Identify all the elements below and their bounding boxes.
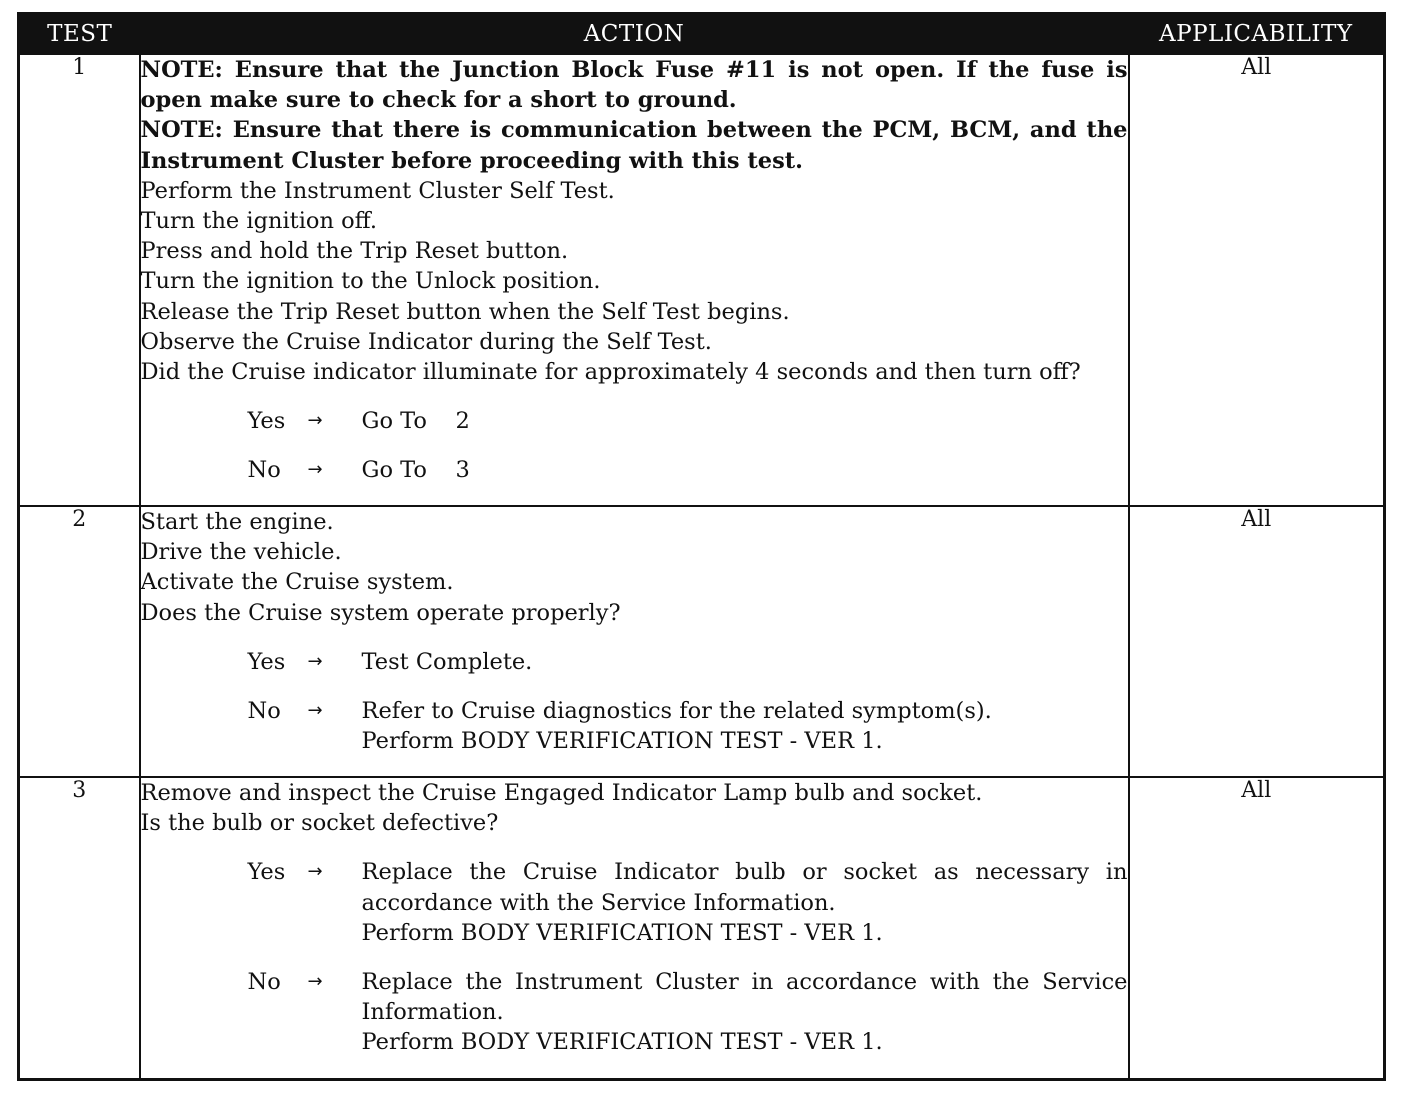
result-line: Replace the Cruise Indicator bulb or socket as necessary in accordance with the Service Information. [361, 859, 1128, 916]
test-number: 3 [19, 777, 140, 1080]
result-label: No [247, 698, 281, 725]
result-label: No [247, 457, 281, 484]
result-yes [141, 857, 1128, 948]
test-row-2 [19, 506, 1385, 777]
step: Perform the Instrument Cluster Self Test. [140, 177, 615, 204]
note: NOTE: Ensure that the Junction Block Fuse #11 is not open. If the fuse is open make sure to check for a short to ground. [140, 57, 1128, 114]
step: Turn the ignition off. [140, 208, 377, 235]
step: Drive the vehicle. [140, 539, 342, 566]
arrow-icon: → [307, 650, 323, 672]
result-text [362, 696, 1128, 756]
step: Does the Cruise system operate properly? [140, 599, 621, 626]
result-goto[interactable] [362, 455, 1128, 485]
step: Is the bulb or socket defective? [140, 810, 499, 837]
step: Remove and inspect the Cruise Engaged Indicator Lamp bulb and socket. [140, 780, 983, 806]
test-row-1 [19, 54, 1385, 506]
applicability-value: All [1129, 777, 1385, 1080]
result-text [362, 647, 1128, 677]
step: Release the Trip Reset button when the Self Test begins. [140, 298, 790, 325]
result-line: Test Complete. [361, 648, 533, 675]
result-line: Perform BODY VERIFICATION TEST - VER 1. [361, 919, 883, 946]
arrow-icon: → [307, 971, 323, 993]
result-yes [141, 647, 1128, 677]
arrow-icon: → [307, 410, 323, 432]
header-test: TEST [19, 14, 140, 55]
goto-target[interactable]: 3 [455, 457, 470, 484]
header-applicability: APPLICABILITY [1129, 14, 1385, 55]
result-label: Yes [247, 408, 286, 435]
step: Did the Cruise indicator illuminate for approximately 4 seconds and then turn off? [140, 359, 1081, 386]
result-no [141, 967, 1128, 1058]
step: Observe the Cruise Indicator during the Self Test. [140, 328, 712, 355]
result-line: Refer to Cruise diagnostics for the related symptom(s). [361, 698, 992, 725]
goto-target[interactable]: 2 [455, 408, 470, 435]
arrow-icon: → [307, 700, 323, 722]
step: Turn the ignition to the Unlock position. [140, 268, 601, 295]
goto-label: Go To [361, 408, 427, 435]
result-yes [141, 406, 1128, 436]
note: NOTE: Ensure that there is communication between the PCM, BCM, and the Instrument Cluster before proceeding with this test. [140, 117, 1128, 174]
test-number: 1 [19, 54, 140, 506]
header-action: ACTION [140, 14, 1129, 55]
result-block [141, 857, 1128, 1057]
action-cell [140, 777, 1129, 1080]
test-row-3 [19, 777, 1385, 1080]
result-line: Perform BODY VERIFICATION TEST - VER 1. [361, 728, 883, 755]
result-label: Yes [247, 859, 286, 886]
step: Activate the Cruise system. [140, 569, 454, 596]
applicability-value: All [1129, 54, 1385, 506]
step: Start the engine. [140, 509, 334, 535]
result-block [141, 406, 1128, 485]
result-label: Yes [247, 648, 286, 675]
result-line: Replace the Instrument Cluster in accordance with the Service Information. [361, 969, 1128, 1026]
result-no [141, 696, 1128, 756]
applicability-value: All [1129, 506, 1385, 777]
step: Press and hold the Trip Reset button. [140, 238, 569, 265]
table-header-row [19, 14, 1385, 55]
arrow-icon: → [307, 861, 323, 883]
result-text [362, 857, 1128, 948]
result-line: Perform BODY VERIFICATION TEST - VER 1. [361, 1029, 883, 1056]
action-cell [140, 506, 1129, 777]
result-label: No [247, 969, 281, 996]
result-goto[interactable] [362, 406, 1128, 436]
goto-label: Go To [361, 457, 427, 484]
action-cell [140, 54, 1129, 506]
result-text [362, 967, 1128, 1058]
diagnostic-test-table [17, 12, 1386, 1081]
test-number: 2 [19, 506, 140, 777]
result-block [141, 647, 1128, 757]
result-no [141, 455, 1128, 485]
arrow-icon: → [307, 459, 323, 481]
